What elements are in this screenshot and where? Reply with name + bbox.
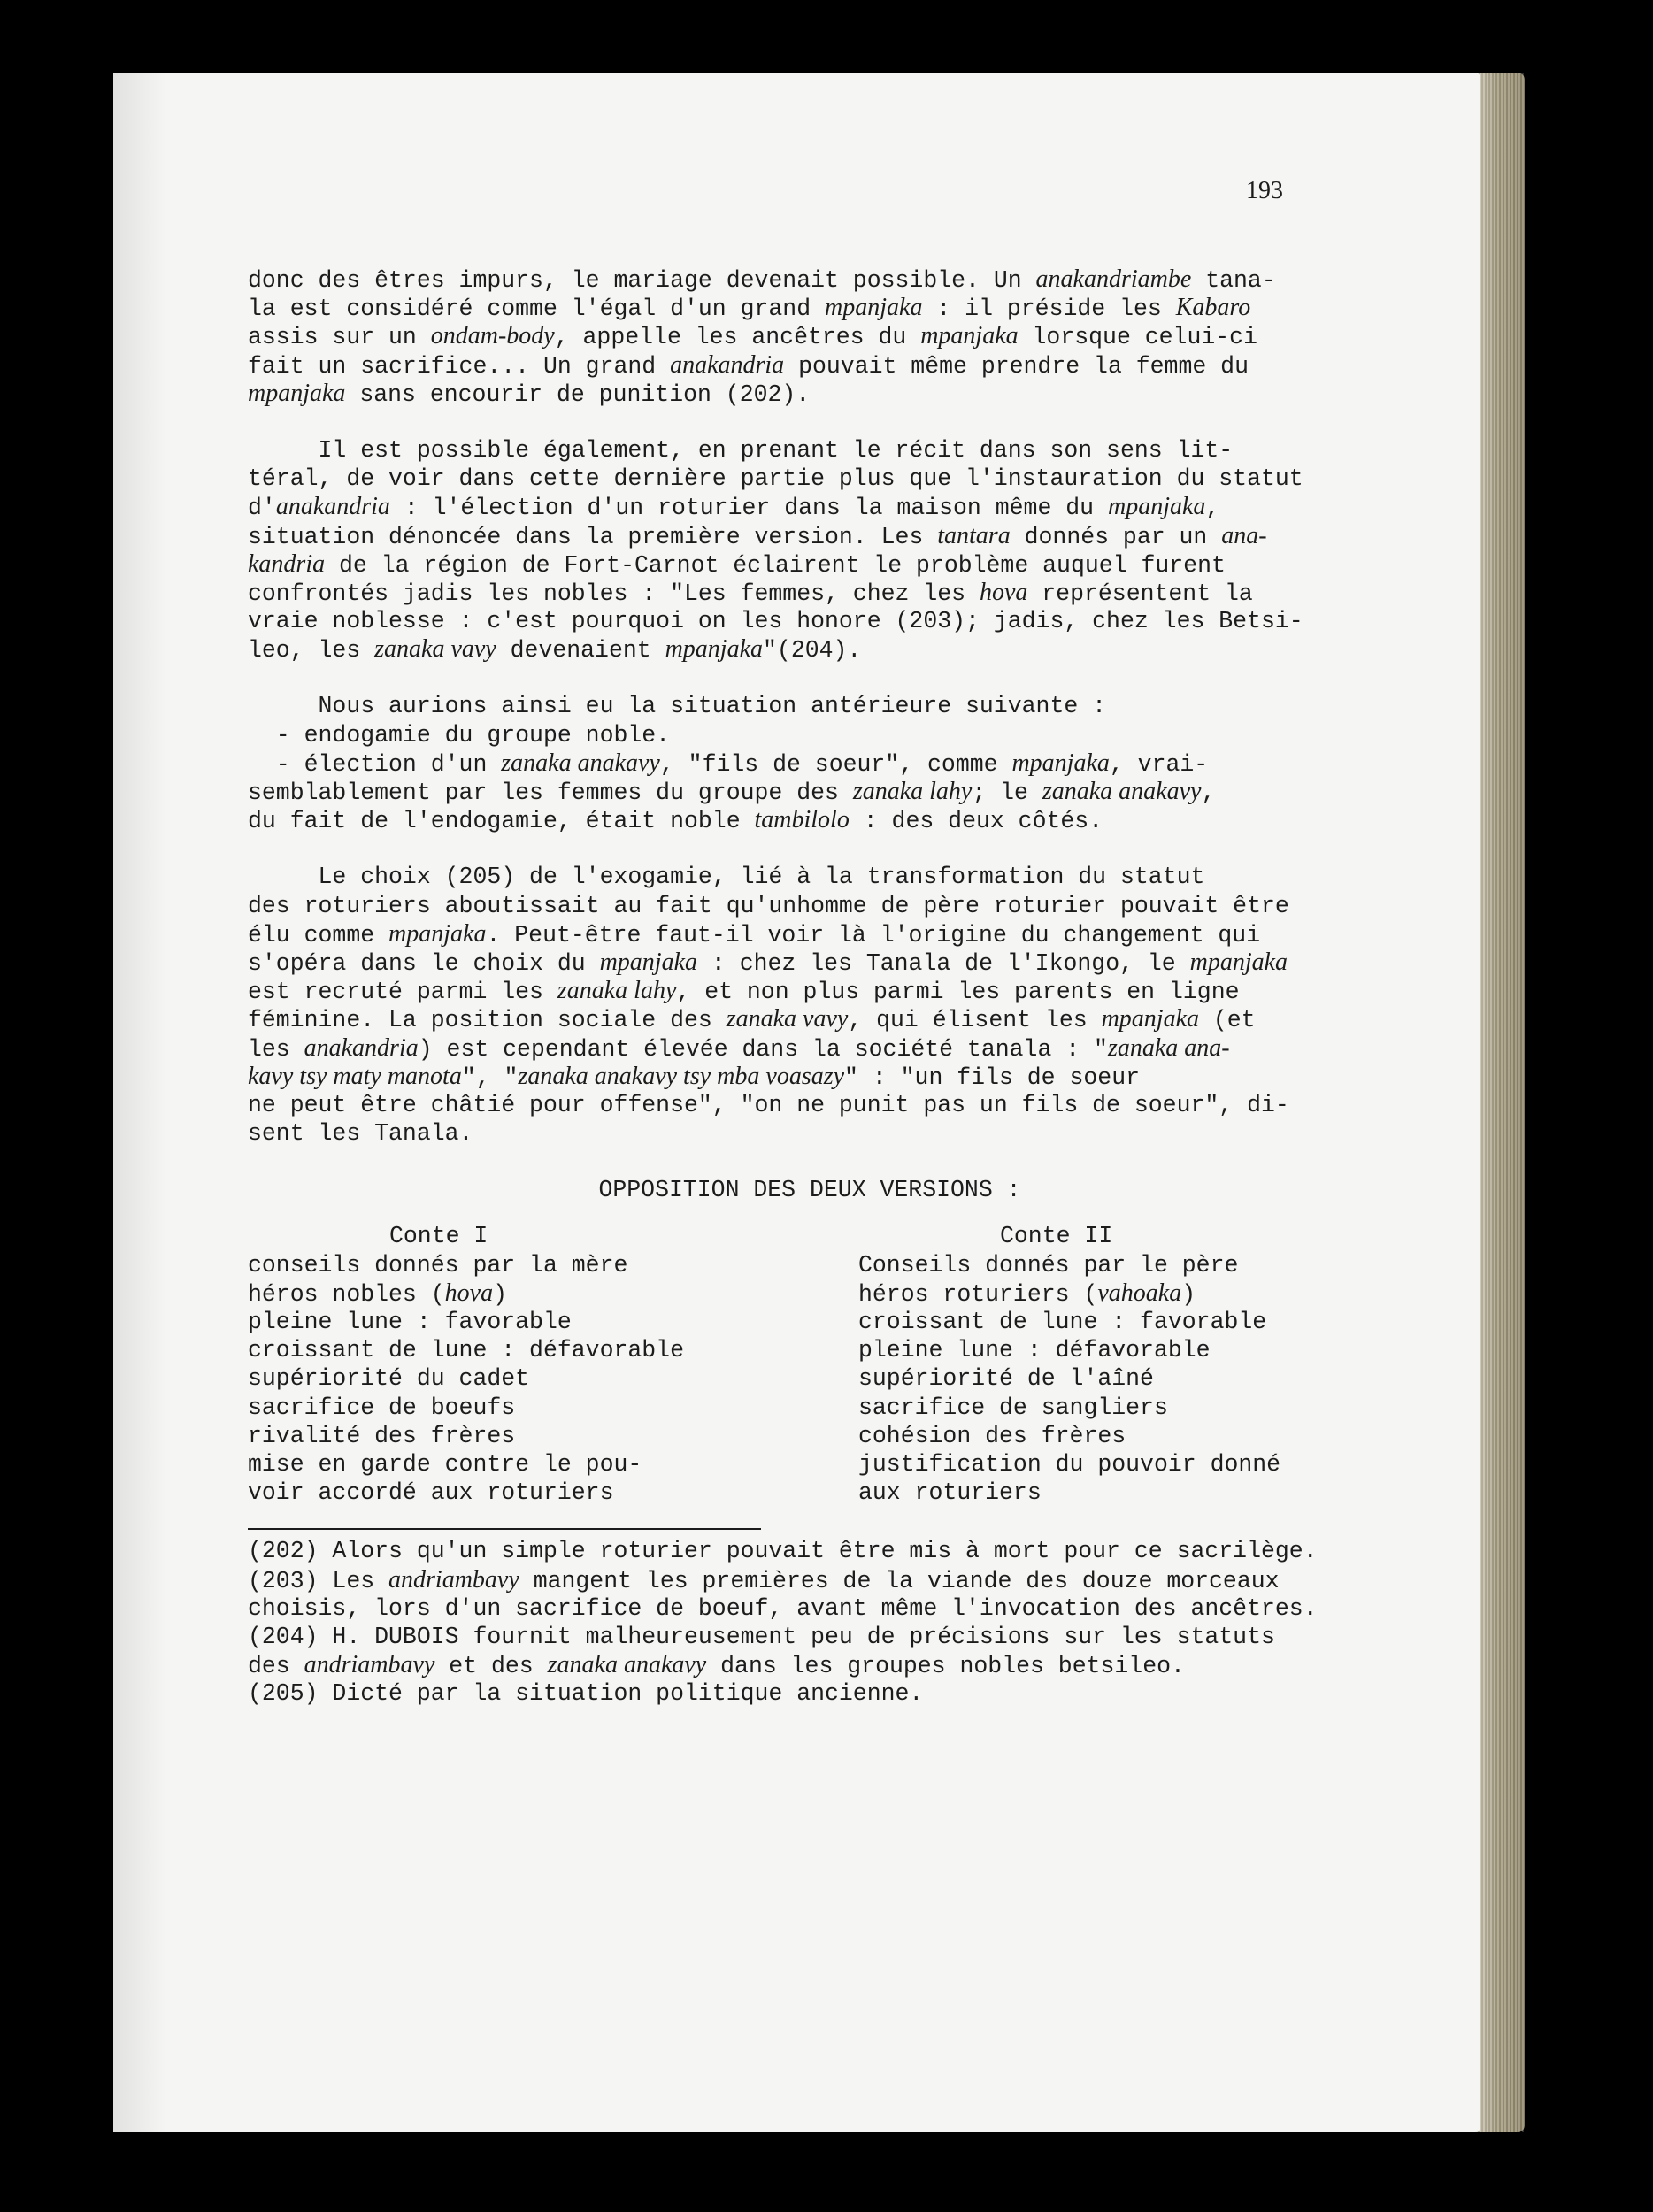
text-line (248, 607, 1341, 635)
text-run: des (248, 1653, 304, 1680)
text-run: sans encourir de punition (202). (345, 380, 811, 408)
italic-term: mpanjaka (825, 294, 923, 322)
text-line (248, 522, 1341, 550)
italic-term: mpanjaka (388, 919, 487, 948)
text-line (858, 1251, 1280, 1279)
text-run: sacrifice de sangliers (858, 1394, 1168, 1421)
italic-term: mpanjaka (1101, 1005, 1199, 1033)
text-run: s'opéra dans le choix du (248, 949, 600, 977)
text-run: dans les groupes nobles betsileo. (706, 1653, 1185, 1680)
text-run: : il préside les (922, 296, 1176, 323)
text-run: croissant de lune : défavorable (248, 1337, 684, 1364)
text-line (248, 749, 1341, 778)
text-run: lorsque celui-ci (1018, 324, 1257, 351)
text-line (858, 1394, 1280, 1422)
italic-term: zanaka anakavy tsy mba voasazy (518, 1062, 845, 1090)
text-line (248, 322, 1341, 350)
text-run: justification du pouvoir donné (858, 1450, 1281, 1478)
text-run: héros roturiers ( (858, 1280, 1098, 1308)
text-run: les (248, 1035, 304, 1063)
text-line (248, 1279, 684, 1308)
text-line (248, 892, 1341, 920)
text-run: d' (248, 495, 276, 522)
text-run: - endogamie du groupe noble. (248, 721, 671, 749)
text-run: devenaient (496, 637, 665, 664)
text-run: sacrifice de boeufs (248, 1394, 516, 1421)
text-line (248, 920, 1341, 949)
text-line (858, 1479, 1280, 1507)
text-line (248, 977, 1341, 1005)
italic-term: anakandria (275, 493, 390, 521)
text-line (248, 1679, 1341, 1708)
page-gutter-shadow (113, 73, 166, 2132)
text-line (248, 1450, 684, 1479)
text-line (858, 1308, 1280, 1336)
text-run: Le choix (205) de l'exogamie, lié à la transformation du statut (248, 864, 1205, 891)
text-line (248, 1566, 1341, 1594)
text-line (248, 1623, 1341, 1651)
paragraph-1 (248, 265, 1341, 408)
text-line (248, 778, 1341, 806)
text-run: fait un sacrifice... Un grand (248, 352, 671, 380)
text-line (248, 1394, 684, 1422)
text-run: (205) Dicté par la situation politique ancienne. (248, 1680, 924, 1708)
text-run: est recruté parmi les (248, 979, 557, 1006)
italic-term: hova (979, 578, 1028, 606)
text-line (858, 1422, 1280, 1450)
text-run: du fait de l'endogamie, était noble (248, 808, 755, 835)
text-run: , appelle les ancêtres du (554, 324, 921, 351)
text-run: donc des êtres impurs, le mariage devenait possible. Un (248, 267, 1036, 294)
text-line (248, 949, 1341, 977)
text-run: confrontés jadis les nobles : "Les femmes, chez les (248, 580, 980, 607)
text-line (248, 1091, 1341, 1119)
text-run: (et (1199, 1007, 1256, 1034)
text-line (248, 635, 1341, 664)
text-run: cohésion des frères (858, 1422, 1126, 1449)
text-line (858, 1450, 1280, 1479)
italic-term: vahoaka (1097, 1279, 1182, 1307)
text-run: sent les Tanala. (248, 1120, 473, 1148)
text-run: (204) H. DUBOIS fournit malheureusement peu de précisions sur les statuts (248, 1624, 1275, 1650)
text-run: , et non plus parmi les parents en ligne (676, 979, 1240, 1006)
text-run: pouvait même prendre la femme du (784, 352, 1249, 380)
text-run: et des (434, 1653, 548, 1680)
text-run: leo, les (248, 637, 375, 664)
text-run: conseils donnés par la mère (248, 1251, 628, 1279)
text-line (248, 806, 1341, 834)
italic-term: ana- (1221, 521, 1267, 549)
text-run: donnés par un (1010, 523, 1222, 550)
italic-term: zanaka anakavy (1042, 778, 1202, 805)
italic-term: ondam-body (430, 322, 555, 350)
text-line (248, 863, 1341, 891)
text-run: mangent les premières de la viande des douze morceaux (519, 1567, 1280, 1594)
italic-term: zanaka vavy (726, 1005, 849, 1033)
comparison-table (248, 1222, 1341, 1507)
italic-term: mpanjaka (665, 635, 764, 664)
text-line (248, 1594, 1341, 1623)
text-run: Conseils donnés par le père (858, 1251, 1239, 1279)
italic-term: zanaka ana- (1107, 1033, 1230, 1062)
text-run: . Peut-être faut-il voir là l'origine du changement qui (486, 921, 1261, 949)
text-line (248, 1119, 1341, 1148)
text-line (248, 380, 1341, 408)
italic-term: kavy tsy maty manota (248, 1062, 462, 1090)
italic-term: zanaka lahy (557, 977, 677, 1005)
text-run: assis sur un (248, 324, 431, 351)
italic-term: andriambavy (304, 1651, 435, 1679)
text-line (248, 1308, 684, 1336)
italic-term: zanaka vavy (374, 635, 496, 664)
text-run: , "fils de soeur", comme (659, 750, 1012, 778)
italic-term: mpanjaka (920, 322, 1019, 350)
text-run: pleine lune : défavorable (858, 1337, 1211, 1364)
text-line (858, 1279, 1280, 1308)
text-line (248, 1034, 1341, 1063)
text-line (248, 351, 1341, 380)
text-line (248, 265, 1341, 294)
column-conte-2 (858, 1222, 1280, 1507)
paragraph-4 (248, 863, 1341, 1148)
text-run: semblablement par les femmes du groupe des (248, 780, 853, 806)
text-run: ; le (972, 780, 1042, 806)
italic-term: zanaka anakavy (501, 749, 660, 777)
italic-term: zanaka lahy (852, 778, 973, 805)
text-run: croissant de lune : favorable (858, 1309, 1267, 1335)
italic-term: anakandria (304, 1033, 419, 1062)
text-line (248, 436, 1341, 465)
text-run: tana- (1191, 267, 1276, 294)
text-run: ) est cependant élevée dans la société tanala : " (418, 1035, 1108, 1063)
text-run: téral, de voir dans cette dernière partie plus que l'instauration du statut (248, 465, 1303, 493)
text-run: (203) Les (248, 1567, 389, 1594)
text-line (248, 1479, 684, 1507)
text-run: ", " (461, 1064, 519, 1091)
text-run: ) (1181, 1280, 1196, 1308)
text-line (858, 1364, 1280, 1393)
column-title-conte-2: Conte II (1000, 1223, 1113, 1250)
text-run: supériorité de l'aîné (858, 1365, 1154, 1393)
italic-term: mpanjaka (1107, 493, 1206, 521)
italic-term: Kabaro (1175, 294, 1251, 322)
text-run: , (1201, 780, 1216, 806)
text-run: voir accordé aux roturiers (248, 1479, 614, 1507)
italic-term: mpanjaka (1011, 749, 1110, 777)
column-conte-1 (248, 1222, 684, 1507)
page-number: 193 (1246, 177, 1283, 204)
paragraph-2 (248, 436, 1341, 664)
text-line (248, 721, 1341, 749)
paragraph-3 (248, 692, 1341, 834)
text-run: Il est possible également, en prenant le récit dans son sens lit- (248, 436, 1234, 464)
italic-term: mpanjaka (599, 948, 698, 976)
text-run: choisis, lors d'un sacrifice de boeuf, avant même l'invocation des ancêtres. (248, 1594, 1318, 1622)
text-line (248, 1336, 684, 1364)
text-run: supériorité du cadet (248, 1365, 530, 1393)
text-run: aux roturiers (858, 1479, 1042, 1507)
italic-term: tambilolo (754, 806, 850, 834)
text-line (248, 1364, 684, 1393)
text-line (248, 1651, 1341, 1679)
italic-term: anakandriambe (1035, 265, 1192, 293)
text-run: - élection d'un (248, 750, 502, 778)
italic-term: zanaka anakavy (547, 1651, 707, 1679)
text-line (248, 1251, 684, 1279)
text-line (248, 579, 1341, 607)
column-items-conte-2 (858, 1251, 1280, 1508)
text-run: ) (493, 1280, 507, 1308)
text-run: : chez les Tanala de l'Ikongo, le (697, 949, 1190, 977)
text-run: rivalité des frères (248, 1422, 516, 1449)
text-line (248, 692, 1341, 720)
text-run: , vrai- (1109, 750, 1209, 778)
page-content (248, 265, 1341, 1709)
text-run: " : "un fils de soeur (844, 1064, 1141, 1091)
italic-term: hova (444, 1279, 494, 1307)
italic-term: mpanjaka (1189, 948, 1288, 976)
text-run: pleine lune : favorable (248, 1309, 572, 1335)
text-run: vraie noblesse : c'est pourquoi on les honore (203); jadis, chez les Betsi- (248, 608, 1303, 635)
italic-term: tantara (937, 521, 1011, 549)
text-line (248, 1537, 1341, 1565)
text-line (248, 294, 1341, 322)
text-line (248, 465, 1341, 493)
text-run: de la région de Fort-Carnot éclairent le problème auquel furent (325, 551, 1226, 579)
text-run: féminine. La position sociale des (248, 1007, 727, 1034)
text-line (248, 1063, 1341, 1091)
text-line (248, 550, 1341, 579)
text-run: élu comme (248, 921, 389, 949)
footnotes (248, 1537, 1341, 1708)
italic-term: mpanjaka (248, 379, 346, 407)
text-run: la est considéré comme l'égal d'un grand (248, 296, 826, 323)
text-run: , (1205, 495, 1220, 522)
italic-term: kandria (248, 549, 326, 578)
footnote-rule (248, 1528, 761, 1530)
text-run: ne peut être châtié pour offense", "on ne punit pas un fils de soeur", di- (248, 1091, 1289, 1118)
column-title-conte-1: Conte I (389, 1223, 488, 1250)
text-line (248, 1005, 1341, 1033)
text-run: : des deux côtés. (849, 808, 1103, 835)
text-run: mise en garde contre le pou- (248, 1450, 642, 1478)
text-line (248, 493, 1341, 521)
text-run: des roturiers aboutissait au fait qu'unhomme de père roturier pouvait être (248, 892, 1289, 919)
italic-term: anakandria (670, 350, 785, 379)
text-run: héros nobles ( (248, 1280, 445, 1308)
text-line (858, 1336, 1280, 1364)
column-items-conte-1 (248, 1251, 684, 1508)
text-run: situation dénoncée dans la première version. Les (248, 523, 938, 550)
text-run: Nous aurions ainsi eu la situation antérieure suivante : (248, 693, 1107, 720)
text-line (248, 1422, 684, 1450)
italic-term: andriambavy (388, 1565, 519, 1594)
comparison-heading: OPPOSITION DES DEUX VERSIONS : (598, 1177, 1021, 1204)
text-run: (202) Alors qu'un simple roturier pouvait être mis à mort pour ce sacrilège. (248, 1538, 1318, 1565)
text-run: représentent la (1027, 580, 1253, 607)
text-run: : l'élection d'un roturier dans la maison même du (389, 495, 1108, 522)
text-run: , qui élisent les (848, 1007, 1102, 1034)
text-run: "(204). (763, 637, 862, 664)
